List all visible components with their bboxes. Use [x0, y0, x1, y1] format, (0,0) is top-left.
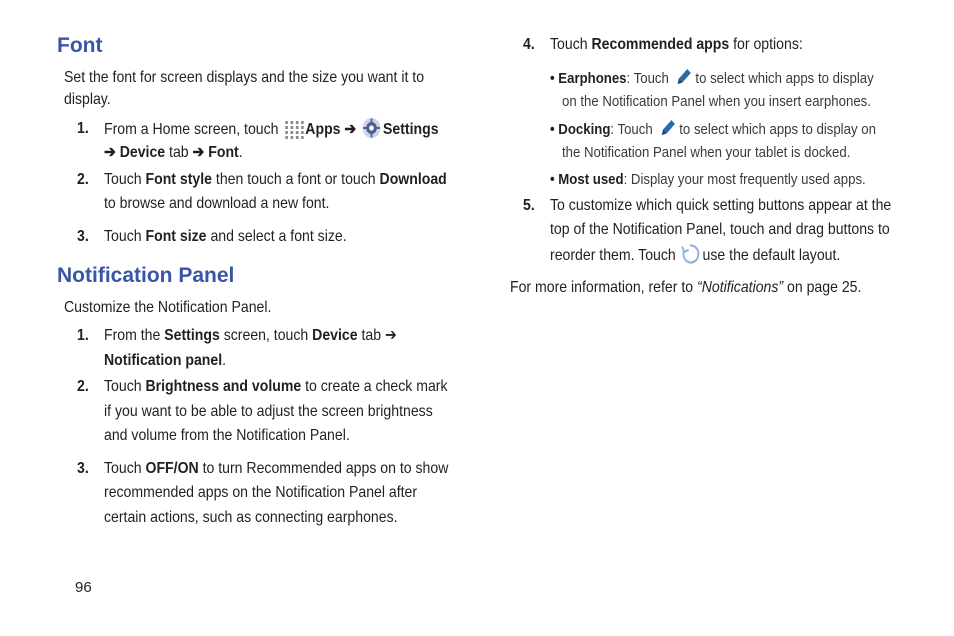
docking-line-2: the Notification Panel when your tablet is docked.: [562, 144, 851, 161]
most-used-line: • Most used: Display your most frequently used apps.: [550, 171, 866, 188]
font-step-1-line-1: From a Home screen, touch Apps ➔ Settings: [104, 117, 439, 148]
step-5-line-3: reorder them. Touch use the default layout.: [550, 243, 840, 274]
reset-refresh-icon: [681, 243, 700, 274]
font-step-3-number: 3.: [77, 228, 89, 245]
apps-grid-icon: [284, 119, 303, 148]
docking-line-1: • Docking: Touch to select which apps to display on: [550, 117, 876, 147]
font-step-1-line-2: ➔ Device tab ➔ Font.: [104, 144, 243, 161]
font-step-3-line-1: Touch Font size and select a font size.: [104, 228, 347, 245]
notif-step-1-line-1: From the Settings screen, touch Device tab ➔: [104, 327, 397, 344]
notif-step-3-line-2: recommended apps on the Notification Panel after: [104, 484, 418, 501]
step-4-number: 4.: [523, 36, 535, 53]
notif-step-3-number: 3.: [77, 460, 89, 477]
notif-step-1-line-2: Notification panel.: [104, 352, 227, 369]
earphones-line-1: • Earphones: Touch to select which apps to display: [550, 66, 874, 96]
page-number: 96: [75, 579, 92, 596]
notif-step-2-line-3: and volume from the Notification Panel.: [104, 427, 350, 444]
font-heading: Font: [57, 34, 103, 57]
step-5-line-1: To customize which quick setting buttons appear at the: [550, 197, 892, 214]
font-step-1-number: 1.: [77, 120, 89, 137]
more-information-line: For more information, refer to “Notifications” on page 25.: [510, 279, 862, 296]
font-step-2-line-1: Touch Font style then touch a font or touch Download: [104, 171, 447, 188]
font-intro-line-1: Set the font for screen displays and the size you want it to: [64, 69, 425, 86]
notif-step-1-number: 1.: [77, 327, 89, 344]
step-5-line-2: top of the Notification Panel, touch and drag buttons to: [550, 221, 890, 238]
notifications-reference-link[interactable]: “Notifications”: [697, 279, 784, 296]
notification-intro: Customize the Notification Panel.: [64, 299, 272, 316]
font-step-2-line-2: to browse and download a new font.: [104, 195, 330, 212]
step-5-number: 5.: [523, 197, 535, 214]
notif-step-3-line-1: Touch OFF/ON to turn Recommended apps on to show: [104, 460, 449, 477]
step-4-line-1: Touch Recommended apps for options:: [550, 36, 803, 53]
notif-step-2-line-1: Touch Brightness and volume to create a check mark: [104, 378, 448, 395]
font-step-2-number: 2.: [77, 171, 89, 188]
font-intro-line-2: display.: [64, 91, 111, 108]
notif-step-2-line-2: if you want to be able to adjust the screen brightness: [104, 403, 433, 420]
notif-step-2-number: 2.: [77, 378, 89, 395]
notification-panel-heading: Notification Panel: [57, 264, 235, 287]
settings-gear-icon: [362, 117, 381, 148]
notif-step-3-line-3: certain actions, such as connecting earphones.: [104, 509, 398, 526]
earphones-line-2: on the Notification Panel when you insert earphones.: [562, 93, 871, 110]
